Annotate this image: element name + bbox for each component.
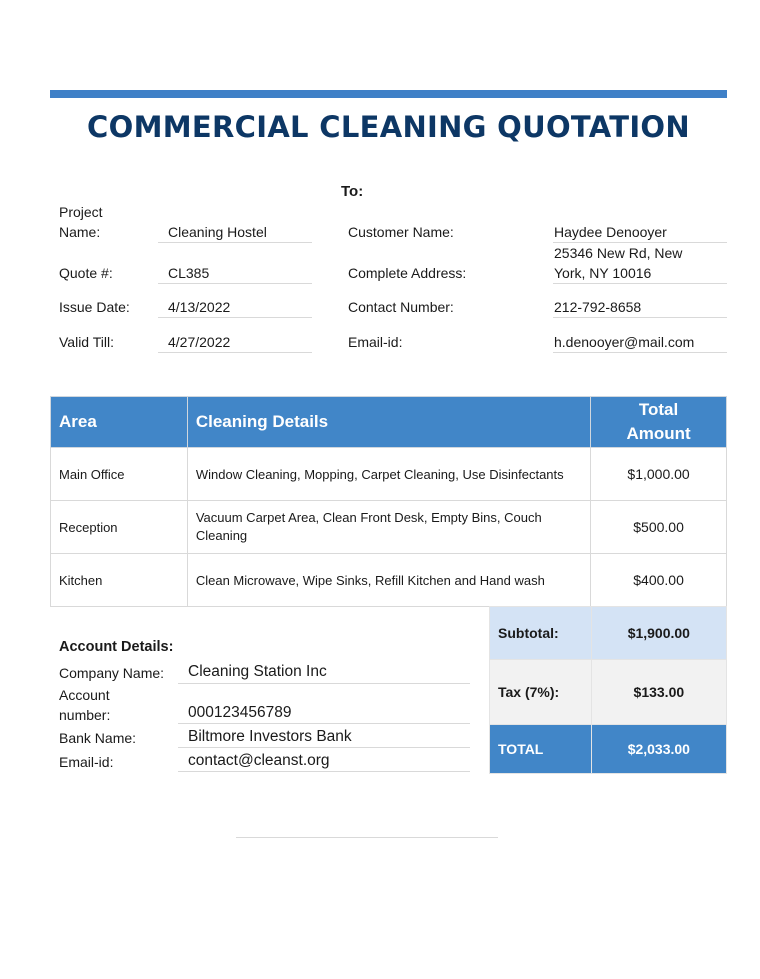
totals-table (489, 606, 727, 774)
issue-date-label: Issue Date: (59, 299, 130, 315)
subtotal-label: Subtotal: (490, 607, 592, 660)
account-number-label-line1: Account (59, 687, 110, 703)
row-amount: $500.00 (591, 501, 727, 554)
account-email-value: contact@cleanst.org (178, 751, 470, 772)
document-title: COMMERCIAL CLEANING QUOTATION (87, 110, 690, 144)
tax-label: Tax (7%): (490, 660, 592, 725)
project-name-label-line1: Project (59, 204, 103, 220)
total-label: TOTAL (490, 725, 592, 774)
tax-value: $133.00 (591, 660, 726, 725)
row-details: Window Cleaning, Mopping, Carpet Cleaning, Use Disinfectants (187, 448, 590, 501)
header-accent-bar (50, 90, 727, 98)
cleaning-items-table (50, 396, 727, 607)
customer-email-label: Email-id: (348, 334, 403, 350)
bank-name-value: Biltmore Investors Bank (178, 727, 470, 748)
row-area: Reception (51, 501, 188, 554)
table-header-row (51, 397, 727, 448)
to-label: To: (341, 183, 364, 200)
valid-till-value: 4/27/2022 (158, 332, 312, 353)
row-amount: $1,000.00 (591, 448, 727, 501)
issue-date-value: 4/13/2022 (158, 297, 312, 318)
customer-email-value: h.denooyer@mail.com (553, 332, 727, 353)
contact-number-value: 212-792-8658 (553, 297, 727, 318)
contact-number-label: Contact Number: (348, 299, 454, 315)
table-row (51, 501, 727, 554)
account-number-value: 000123456789 (178, 703, 470, 724)
customer-name-label: Customer Name: (348, 224, 454, 240)
address-line2: York, NY 10016 (553, 263, 727, 284)
row-area: Main Office (51, 448, 188, 501)
project-name-label-line2: Name: (59, 224, 101, 240)
account-details-title: Account Details: (59, 639, 174, 655)
bank-name-label: Bank Name: (59, 730, 137, 746)
row-amount: $400.00 (591, 554, 727, 607)
customer-name-value: Haydee Denooyer (553, 222, 727, 243)
row-details: Clean Microwave, Wipe Sinks, Refill Kitchen and Hand wash (187, 554, 590, 607)
row-details: Vacuum Carpet Area, Clean Front Desk, Empty Bins, Couch Cleaning (187, 501, 590, 554)
area-header: Area (51, 397, 188, 448)
project-name-value: Cleaning Hostel (158, 222, 312, 243)
account-email-label: Email-id: (59, 754, 114, 770)
company-name-value: Cleaning Station Inc (178, 662, 470, 684)
amount-header (591, 397, 727, 448)
subtotal-value: $1,900.00 (591, 607, 726, 660)
total-value: $2,033.00 (591, 725, 726, 774)
details-header: Cleaning Details (187, 397, 590, 448)
valid-till-label: Valid Till: (59, 334, 114, 350)
row-area: Kitchen (51, 554, 188, 607)
table-row (51, 554, 727, 607)
quote-value: CL385 (158, 263, 312, 284)
company-name-label: Company Name: (59, 665, 165, 681)
table-row (51, 448, 727, 501)
tax-row (490, 660, 727, 725)
amount-header-line1: Total (638, 400, 679, 419)
amount-header-line2: Amount (626, 424, 691, 443)
signature-line (236, 837, 498, 838)
address-line1: 25346 New Rd, New (554, 245, 683, 261)
quote-label: Quote #: (59, 265, 113, 281)
address-label: Complete Address: (348, 265, 467, 281)
account-number-label-line2: number: (59, 707, 111, 723)
subtotal-row (490, 607, 727, 660)
total-row (490, 725, 727, 774)
